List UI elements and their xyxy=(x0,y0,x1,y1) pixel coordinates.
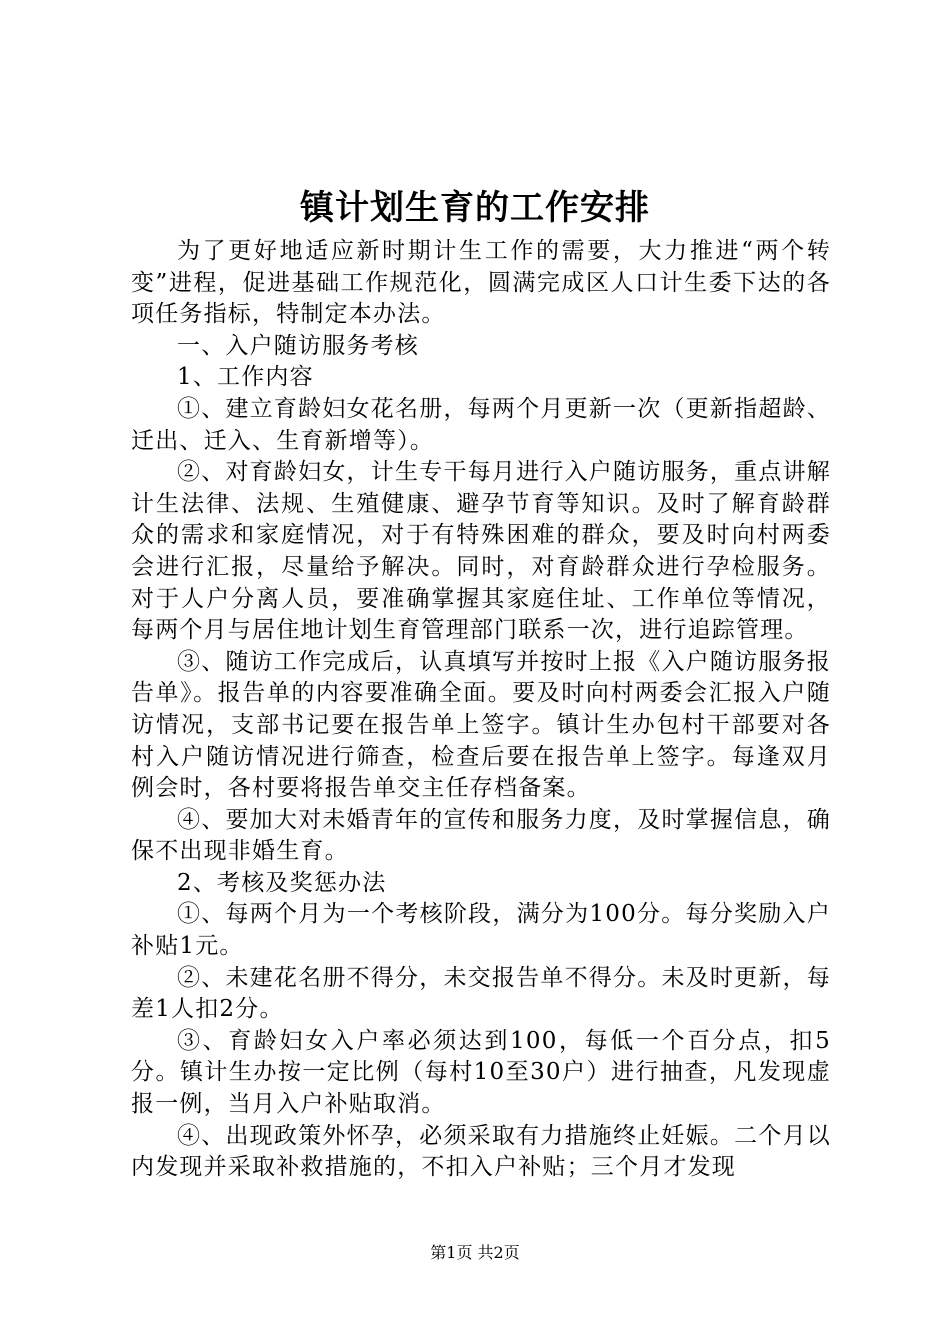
section-heading-1: 一、入户随访服务考核 xyxy=(177,332,419,359)
list-item-visit-rate: ③、育龄妇女入户率必须达到100，每低一个百分点，扣5分。镇计生办按一定比例（每村10至30户）进行抽查，凡发现虚报一例，当月入户补贴取消。 xyxy=(131,1027,831,1118)
document-body xyxy=(131,236,831,1184)
list-item-policy-pregnancy: ④、出现政策外怀孕，必须采取有力措施终止妊娠。二个月以内发现并采取补救措施的，不扣入户补贴；三个月才发现 xyxy=(131,1122,831,1181)
subsection-heading-work-content: 1、工作内容 xyxy=(177,364,314,391)
subsection-heading-assessment: 2、考核及奖惩办法 xyxy=(177,869,387,896)
list-item-report: ③、随访工作完成后，认真填写并按时上报《入户随访服务报告单》。报告单的内容要准确全面。要及时向村两委会汇报入户随访情况，支部书记要在报告单上签字。镇计生办包村干部要对各村入户随访情况进行筛查，检查后要在报告单上签字。每逢双月例会时，各村要将报告单交主任存档备案。 xyxy=(131,648,831,802)
document-title: 镇计划生育的工作安排 xyxy=(300,188,650,228)
list-item-visits: ②、对育龄妇女，计生专干每月进行入户随访服务，重点讲解计生法律、法规、生殖健康、避孕节育等知识。及时了解育龄群众的需求和家庭情况，对于有特殊困难的群众，要及时向村两委会进行汇报，尽量给予解决。同时，对育龄群众进行孕检服务。对于人户分离人员，要准确掌握其家庭住址、工作单位等情况，每两个月与居住地计划生育管理部门联系一次，进行追踪管理。 xyxy=(131,459,831,644)
paragraph-intro: 为了更好地适应新时期计生工作的需要，大力推进“两个转变”进程，促进基础工作规范化，圆满完成区人口计生委下达的各项任务指标，特制定本办法。 xyxy=(131,238,831,328)
list-item-roster: ①、建立育龄妇女花名册，每两个月更新一次（更新指超龄、迁出、迁入、生育新增等）。 xyxy=(131,395,831,454)
page-footer: 第1页 共2页 xyxy=(430,1243,520,1262)
list-item-deductions: ②、未建花名册不得分，未交报告单不得分。未及时更新，每差1人扣2分。 xyxy=(131,964,831,1023)
list-item-scoring-period: ①、每两个月为一个考核阶段，满分为100分。每分奖励入户补贴1元。 xyxy=(131,901,831,960)
list-item-unmarried-youth: ④、要加大对未婚青年的宣传和服务力度，及时掌握信息，确保不出现非婚生育。 xyxy=(131,806,831,865)
